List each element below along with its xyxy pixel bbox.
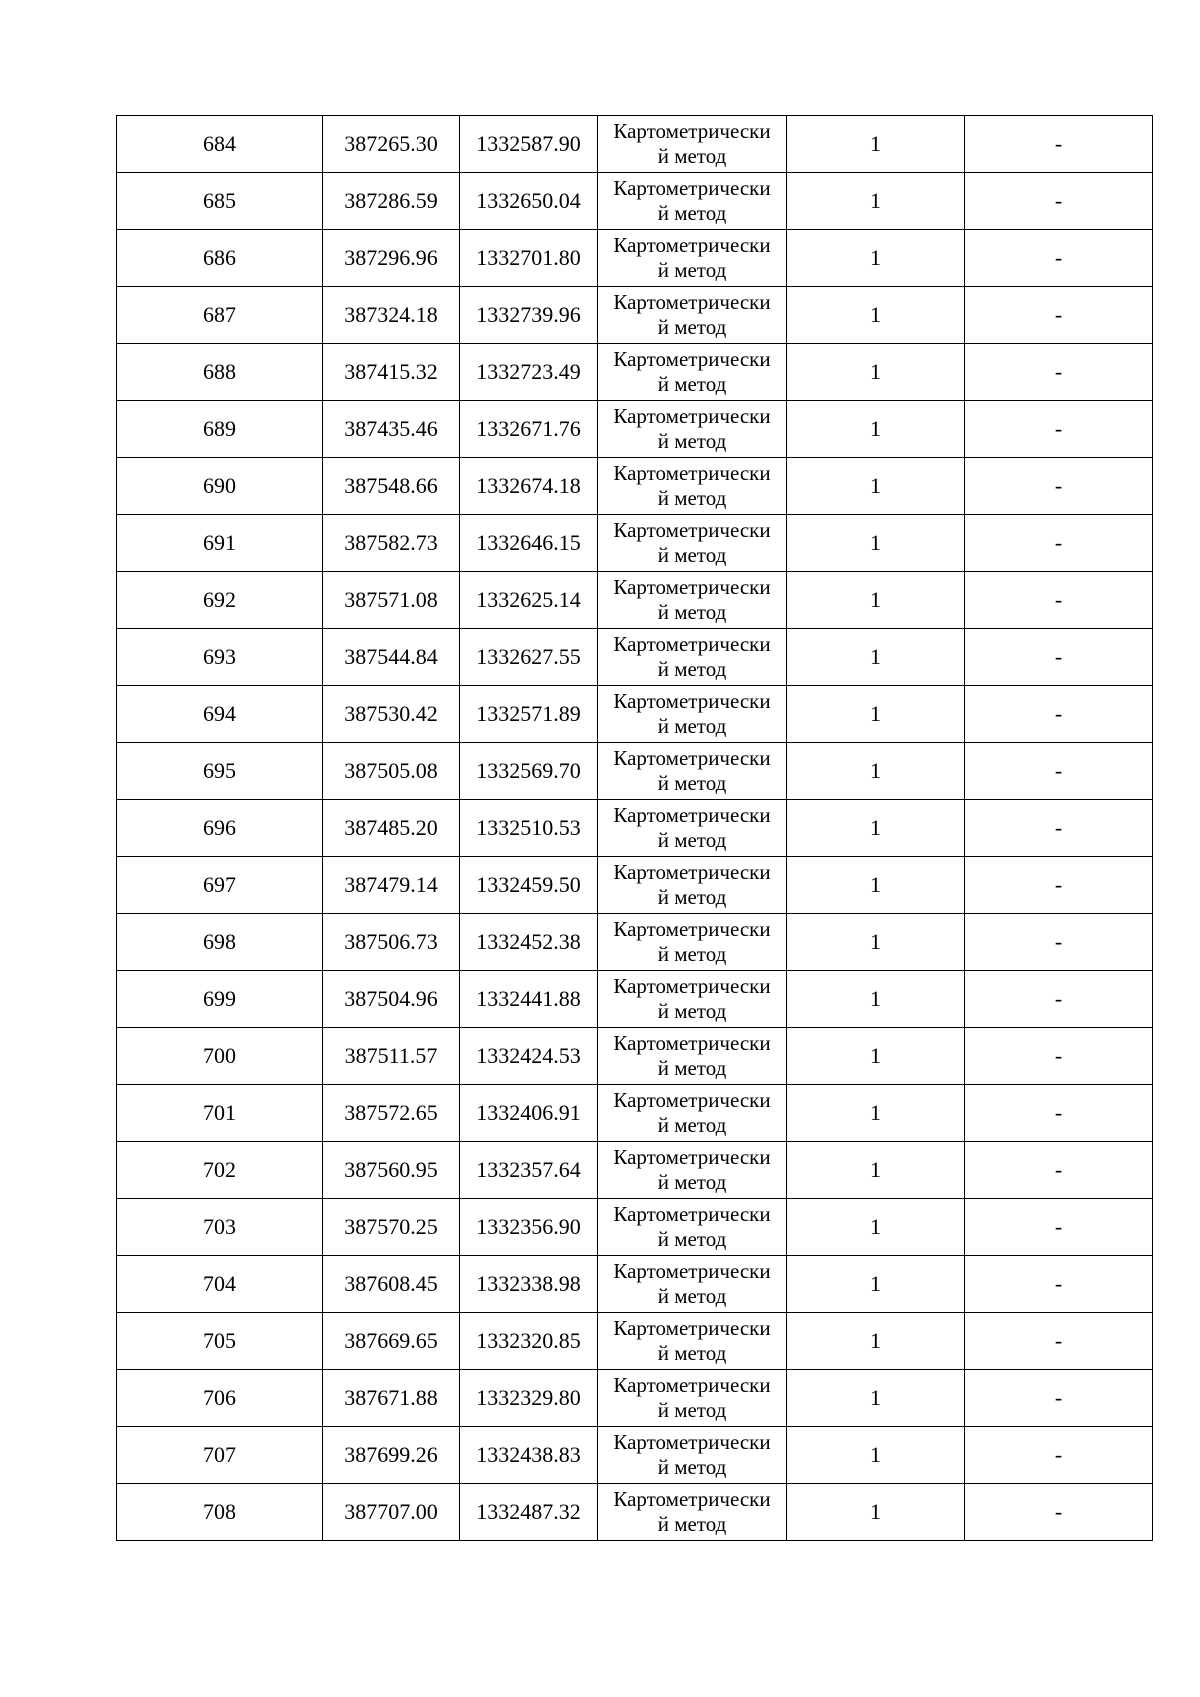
method-cell: Картометрически й метод: [598, 800, 787, 857]
note-cell: -: [965, 515, 1153, 572]
note-cell: -: [965, 1085, 1153, 1142]
x-coordinate-cell: 387572.65: [323, 1085, 460, 1142]
x-coordinate-cell: 387479.14: [323, 857, 460, 914]
note-cell: -: [965, 1028, 1153, 1085]
point-number-cell: 689: [117, 401, 323, 458]
y-coordinate-cell: 1332587.90: [460, 116, 598, 173]
x-coordinate-cell: 387608.45: [323, 1256, 460, 1313]
x-coordinate-cell: 387485.20: [323, 800, 460, 857]
accuracy-cell: 1: [787, 1028, 965, 1085]
y-coordinate-cell: 1332674.18: [460, 458, 598, 515]
x-coordinate-cell: 387505.08: [323, 743, 460, 800]
method-cell: Картометрически й метод: [598, 572, 787, 629]
point-number-cell: 702: [117, 1142, 323, 1199]
accuracy-cell: 1: [787, 1256, 965, 1313]
table-row: [117, 116, 1153, 173]
x-coordinate-cell: 387506.73: [323, 914, 460, 971]
note-cell: -: [965, 971, 1153, 1028]
y-coordinate-cell: 1332701.80: [460, 230, 598, 287]
y-coordinate-cell: 1332569.70: [460, 743, 598, 800]
method-cell: Картометрически й метод: [598, 1313, 787, 1370]
table-row: [117, 458, 1153, 515]
x-coordinate-cell: 387324.18: [323, 287, 460, 344]
note-cell: -: [965, 287, 1153, 344]
table-row: [117, 971, 1153, 1028]
accuracy-cell: 1: [787, 116, 965, 173]
y-coordinate-cell: 1332739.96: [460, 287, 598, 344]
accuracy-cell: 1: [787, 857, 965, 914]
x-coordinate-cell: 387669.65: [323, 1313, 460, 1370]
point-number-cell: 708: [117, 1484, 323, 1541]
table-row: [117, 1085, 1153, 1142]
y-coordinate-cell: 1332357.64: [460, 1142, 598, 1199]
method-cell: Картометрически й метод: [598, 230, 787, 287]
note-cell: -: [965, 1427, 1153, 1484]
table-row: [117, 743, 1153, 800]
table-row: [117, 1370, 1153, 1427]
point-number-cell: 684: [117, 116, 323, 173]
method-cell: Картометрически й метод: [598, 1028, 787, 1085]
note-cell: -: [965, 686, 1153, 743]
x-coordinate-cell: 387707.00: [323, 1484, 460, 1541]
x-coordinate-cell: 387415.32: [323, 344, 460, 401]
x-coordinate-cell: 387570.25: [323, 1199, 460, 1256]
accuracy-cell: 1: [787, 1085, 965, 1142]
method-cell: Картометрически й метод: [598, 401, 787, 458]
method-cell: Картометрически й метод: [598, 1142, 787, 1199]
y-coordinate-cell: 1332459.50: [460, 857, 598, 914]
method-cell: Картометрически й метод: [598, 1370, 787, 1427]
method-cell: Картометрически й метод: [598, 344, 787, 401]
note-cell: -: [965, 173, 1153, 230]
note-cell: -: [965, 458, 1153, 515]
accuracy-cell: 1: [787, 1142, 965, 1199]
table-row: [117, 572, 1153, 629]
method-cell: Картометрически й метод: [598, 515, 787, 572]
accuracy-cell: 1: [787, 686, 965, 743]
method-cell: Картометрически й метод: [598, 1199, 787, 1256]
x-coordinate-cell: 387530.42: [323, 686, 460, 743]
method-cell: Картометрически й метод: [598, 1484, 787, 1541]
y-coordinate-cell: 1332441.88: [460, 971, 598, 1028]
table-row: [117, 287, 1153, 344]
accuracy-cell: 1: [787, 1370, 965, 1427]
point-number-cell: 691: [117, 515, 323, 572]
note-cell: -: [965, 629, 1153, 686]
table-row: [117, 686, 1153, 743]
accuracy-cell: 1: [787, 914, 965, 971]
table-row: [117, 1142, 1153, 1199]
y-coordinate-cell: 1332671.76: [460, 401, 598, 458]
x-coordinate-cell: 387511.57: [323, 1028, 460, 1085]
point-number-cell: 690: [117, 458, 323, 515]
coordinates-table-body: [117, 116, 1153, 1541]
y-coordinate-cell: 1332329.80: [460, 1370, 598, 1427]
table-row: [117, 857, 1153, 914]
accuracy-cell: 1: [787, 287, 965, 344]
note-cell: -: [965, 572, 1153, 629]
x-coordinate-cell: 387560.95: [323, 1142, 460, 1199]
point-number-cell: 686: [117, 230, 323, 287]
x-coordinate-cell: 387265.30: [323, 116, 460, 173]
point-number-cell: 706: [117, 1370, 323, 1427]
y-coordinate-cell: 1332338.98: [460, 1256, 598, 1313]
point-number-cell: 704: [117, 1256, 323, 1313]
point-number-cell: 685: [117, 173, 323, 230]
point-number-cell: 696: [117, 800, 323, 857]
note-cell: -: [965, 1142, 1153, 1199]
y-coordinate-cell: 1332424.53: [460, 1028, 598, 1085]
point-number-cell: 707: [117, 1427, 323, 1484]
table-row: [117, 1313, 1153, 1370]
accuracy-cell: 1: [787, 800, 965, 857]
table-row: [117, 173, 1153, 230]
table-row: [117, 230, 1153, 287]
point-number-cell: 694: [117, 686, 323, 743]
method-cell: Картометрически й метод: [598, 1256, 787, 1313]
point-number-cell: 703: [117, 1199, 323, 1256]
point-number-cell: 697: [117, 857, 323, 914]
y-coordinate-cell: 1332646.15: [460, 515, 598, 572]
point-number-cell: 695: [117, 743, 323, 800]
accuracy-cell: 1: [787, 173, 965, 230]
y-coordinate-cell: 1332406.91: [460, 1085, 598, 1142]
y-coordinate-cell: 1332356.90: [460, 1199, 598, 1256]
note-cell: -: [965, 230, 1153, 287]
method-cell: Картометрически й метод: [598, 116, 787, 173]
method-cell: Картометрически й метод: [598, 1085, 787, 1142]
point-number-cell: 698: [117, 914, 323, 971]
y-coordinate-cell: 1332625.14: [460, 572, 598, 629]
accuracy-cell: 1: [787, 1427, 965, 1484]
x-coordinate-cell: 387582.73: [323, 515, 460, 572]
table-row: [117, 1484, 1153, 1541]
point-number-cell: 693: [117, 629, 323, 686]
y-coordinate-cell: 1332320.85: [460, 1313, 598, 1370]
note-cell: -: [965, 1256, 1153, 1313]
note-cell: -: [965, 1484, 1153, 1541]
note-cell: -: [965, 401, 1153, 458]
table-row: [117, 344, 1153, 401]
point-number-cell: 700: [117, 1028, 323, 1085]
note-cell: -: [965, 116, 1153, 173]
method-cell: Картометрически й метод: [598, 971, 787, 1028]
method-cell: Картометрически й метод: [598, 743, 787, 800]
x-coordinate-cell: 387296.96: [323, 230, 460, 287]
note-cell: -: [965, 1370, 1153, 1427]
note-cell: -: [965, 344, 1153, 401]
coordinates-table: [116, 115, 1153, 1541]
x-coordinate-cell: 387286.59: [323, 173, 460, 230]
note-cell: -: [965, 857, 1153, 914]
y-coordinate-cell: 1332571.89: [460, 686, 598, 743]
table-row: [117, 914, 1153, 971]
point-number-cell: 699: [117, 971, 323, 1028]
method-cell: Картометрически й метод: [598, 857, 787, 914]
method-cell: Картометрически й метод: [598, 629, 787, 686]
table-row: [117, 1427, 1153, 1484]
method-cell: Картометрически й метод: [598, 686, 787, 743]
method-cell: Картометрически й метод: [598, 173, 787, 230]
point-number-cell: 687: [117, 287, 323, 344]
accuracy-cell: 1: [787, 1313, 965, 1370]
y-coordinate-cell: 1332438.83: [460, 1427, 598, 1484]
x-coordinate-cell: 387544.84: [323, 629, 460, 686]
y-coordinate-cell: 1332650.04: [460, 173, 598, 230]
x-coordinate-cell: 387435.46: [323, 401, 460, 458]
point-number-cell: 692: [117, 572, 323, 629]
accuracy-cell: 1: [787, 572, 965, 629]
table-row: [117, 1028, 1153, 1085]
y-coordinate-cell: 1332510.53: [460, 800, 598, 857]
accuracy-cell: 1: [787, 743, 965, 800]
accuracy-cell: 1: [787, 230, 965, 287]
accuracy-cell: 1: [787, 971, 965, 1028]
point-number-cell: 688: [117, 344, 323, 401]
note-cell: -: [965, 914, 1153, 971]
note-cell: -: [965, 743, 1153, 800]
accuracy-cell: 1: [787, 458, 965, 515]
accuracy-cell: 1: [787, 515, 965, 572]
table-row: [117, 401, 1153, 458]
accuracy-cell: 1: [787, 1199, 965, 1256]
point-number-cell: 705: [117, 1313, 323, 1370]
point-number-cell: 701: [117, 1085, 323, 1142]
x-coordinate-cell: 387671.88: [323, 1370, 460, 1427]
table-row: [117, 1256, 1153, 1313]
method-cell: Картометрически й метод: [598, 1427, 787, 1484]
accuracy-cell: 1: [787, 344, 965, 401]
table-row: [117, 629, 1153, 686]
method-cell: Картометрически й метод: [598, 914, 787, 971]
y-coordinate-cell: 1332723.49: [460, 344, 598, 401]
accuracy-cell: 1: [787, 629, 965, 686]
note-cell: -: [965, 1313, 1153, 1370]
accuracy-cell: 1: [787, 401, 965, 458]
note-cell: -: [965, 1199, 1153, 1256]
accuracy-cell: 1: [787, 1484, 965, 1541]
y-coordinate-cell: 1332627.55: [460, 629, 598, 686]
table-row: [117, 1199, 1153, 1256]
y-coordinate-cell: 1332452.38: [460, 914, 598, 971]
y-coordinate-cell: 1332487.32: [460, 1484, 598, 1541]
note-cell: -: [965, 800, 1153, 857]
method-cell: Картометрически й метод: [598, 287, 787, 344]
method-cell: Картометрически й метод: [598, 458, 787, 515]
x-coordinate-cell: 387571.08: [323, 572, 460, 629]
table-row: [117, 800, 1153, 857]
x-coordinate-cell: 387504.96: [323, 971, 460, 1028]
x-coordinate-cell: 387548.66: [323, 458, 460, 515]
table-row: [117, 515, 1153, 572]
x-coordinate-cell: 387699.26: [323, 1427, 460, 1484]
